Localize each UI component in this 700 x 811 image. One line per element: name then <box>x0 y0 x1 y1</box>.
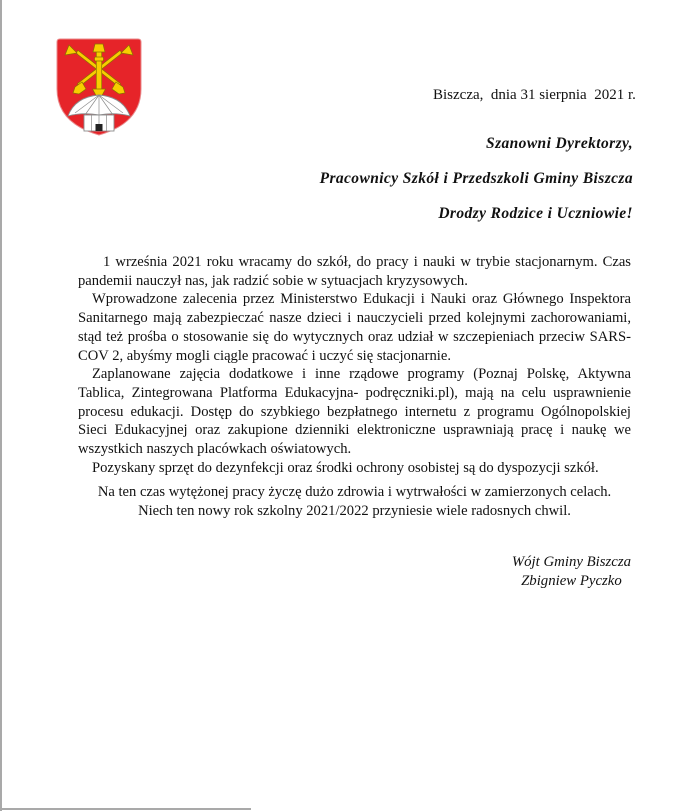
paragraph-programs: Zaplanowane zajęcia dodatkowe i inne rządowe programy (Poznaj Polskę, Aktywna Tablica, Zintegrowana Platforma Edukacyjna- podręczniki.pl), mają na celu usprawnienie procesu edukacji. Dostęp do szybkiego bezpłatnego internetu z programu Ogólnopolskiej Sieci Edukacyjnej oraz zakupione dzienniki elektroniczne usprawniają pracę i naukę we wszystkich naszych placówkach oświatowych. <box>78 366 631 458</box>
salutation-line-staff: Pracownicy Szkół i Przedszkoli Gminy Biszcza <box>319 170 633 187</box>
closing-line-wishes: Na ten czas wytężonej pracy życzę dużo zdrowia i wytrwałości w zamierzonych celach. <box>97 484 612 500</box>
signature-block <box>512 553 631 591</box>
signature-title: Wójt Gminy Biszcza <box>511 554 631 570</box>
page-bottom-edge-line <box>0 808 251 810</box>
paragraph-ministry-guidelines: Wprowadzone zalecenia przez Ministerstwo Edukacji i Nauki oraz Głównego Inspektora Sanitarnego mają zabezpieczać nasze dzieci i nauczycieli przed kolejnymi zachorowaniami, stąd też prośba o stosowanie się do wytycznych oraz udział w szczepieniach przeciw SARS-COV 2, abyśmy mogli ciągle pracować i uczyć się stacjonarnie. <box>78 291 631 364</box>
paragraph-return-to-school: 1 września 2021 roku wracamy do szkół, do pracy i nauki w trybie stacjonarnym. Czas pandemii nauczył nas, jak radzić sobie w sytuacjach kryzysowych. <box>78 254 631 289</box>
page-left-edge-line <box>0 0 2 811</box>
paragraph-equipment: Pozyskany sprzęt do dezynfekcji oraz środki ochrony osobistej są do dyspozycji szkół. <box>92 459 599 476</box>
date-line: Biszcza, dnia 31 sierpnia 2021 r. <box>433 87 636 103</box>
signature-name: Zbigniew Pyczko <box>521 572 622 589</box>
salutation-line-parents-students: Drodzy Rodzice i Uczniowie! <box>438 205 633 222</box>
salutation-block <box>73 126 633 231</box>
letter-body <box>78 253 631 477</box>
salutation-line-directors: Szanowni Dyrektorzy, <box>486 135 633 152</box>
closing-block <box>78 483 631 521</box>
closing-line-new-year: Niech ten nowy rok szkolny 2021/2022 przyniesie wiele radosnych chwil. <box>138 503 571 520</box>
